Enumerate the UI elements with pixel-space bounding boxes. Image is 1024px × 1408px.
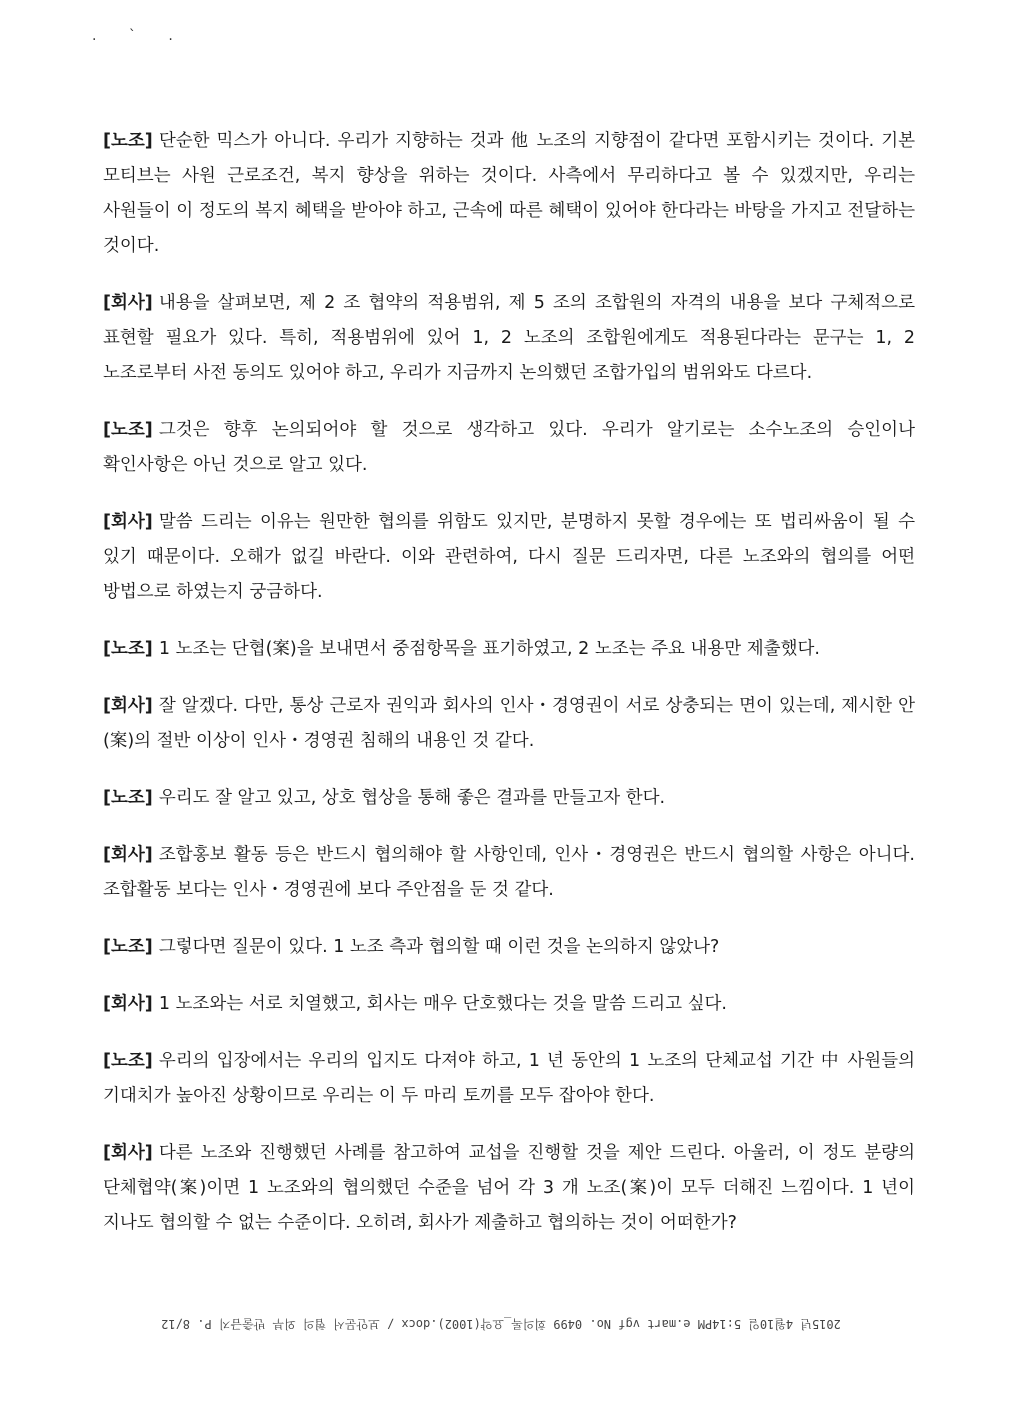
dialogue-paragraph [103, 781, 915, 816]
speaker-label: [회사] [103, 994, 153, 1014]
dialogue-paragraph [103, 930, 915, 965]
dialogue-paragraph [103, 286, 915, 391]
dialogue-paragraph [103, 689, 915, 759]
dialogue-text: 조합홍보 활동 등은 반드시 협의해야 할 사항인데, 인사・경영권은 반드시 협의할 사항은 아니다. 조합활동 보다는 인사・경영권에 보다 주안점을 둔 것 같다. [103, 845, 915, 900]
fax-transmission-footer: 2015년 4월10일 5:14PM e.mart vgf No. 0499 회의록_요약(1002).docx / 보안문서 협의 외부 반출금지 P. 8/12 [161, 1317, 841, 1331]
scan-specks: . ` . [92, 28, 187, 44]
dialogue-text: 우리의 입장에서는 우리의 입지도 다져야 하고, 1 년 동안의 1 노조의 단체교섭 기간 中 사원들의 기대치가 높아진 상황이므로 우리는 이 두 마리 토끼를 모두 잡아야 한다. [103, 1051, 915, 1106]
speaker-label: [회사] [103, 293, 153, 313]
dialogue-paragraph [103, 1044, 915, 1114]
speaker-label: [회사] [103, 845, 153, 865]
dialogue-text: 잘 알겠다. 다만, 통상 근로자 권익과 회사의 인사・경영권이 서로 상충되는 면이 있는데, 제시한 안(案)의 절반 이상이 인사・경영권 침해의 내용인 것 같다. [103, 696, 915, 751]
speaker-label: [노조] [103, 788, 153, 808]
dialogue-text: 1 노조와는 서로 치열했고, 회사는 매우 단호했다는 것을 말씀 드리고 싶다. [158, 994, 727, 1014]
dialogue-paragraph [103, 987, 915, 1022]
speaker-label: [노조] [103, 639, 153, 659]
speaker-label: [노조] [103, 420, 153, 440]
dialogue-text: 우리도 잘 알고 있고, 상호 협상을 통해 좋은 결과를 만들고자 한다. [158, 788, 666, 808]
dialogue-text: 그것은 향후 논의되어야 할 것으로 생각하고 있다. 우리가 알기로는 소수노조의 승인이나 확인사항은 아닌 것으로 알고 있다. [103, 420, 915, 475]
speaker-label: [회사] [103, 696, 153, 716]
dialogue-text: 단순한 믹스가 아니다. 우리가 지향하는 것과 他 노조의 지향점이 같다면 포함시키는 것이다. 기본 모티브는 사원 근로조건, 복지 향상을 위하는 것이다. 사측에서 무리하다고 볼 수 있겠지만, 우리는 사원들이 이 정도의 복지 혜택을 받아야 하고, 근속에 따른 혜택이 있어야 한다라는 바탕을 가지고 전달하는 것이다. [103, 131, 915, 256]
speaker-label: [노조] [103, 937, 153, 957]
speaker-label: [노조] [103, 1051, 153, 1071]
speaker-label: [회사] [103, 512, 153, 532]
dialogue-text: 1 노조는 단협(案)을 보내면서 중점항목을 표기하였고, 2 노조는 주요 내용만 제출했다. [158, 639, 820, 659]
dialogue-text: 다른 노조와 진행했던 사례를 참고하여 교섭을 진행할 것을 제안 드린다. 아울러, 이 정도 분량의 단체협약(案)이면 1 노조와의 협의했던 수준을 넘어 각 3 개 노조(案)이 모두 더해진 느낌이다. 1 년이 지나도 협의할 수 없는 수준이다. 오히려, 회사가 제출하고 협의하는 것이 어떠한가? [103, 1143, 915, 1233]
dialogue-paragraph [103, 505, 915, 610]
speaker-label: [회사] [103, 1143, 153, 1163]
dialogue-text: 말씀 드리는 이유는 원만한 협의를 위함도 있지만, 분명하지 못할 경우에는 또 법리싸움이 될 수 있기 때문이다. 오해가 없길 바란다. 이와 관련하여, 다시 질문 드리자면, 다른 노조와의 협의를 어떤 방법으로 하였는지 궁금하다. [103, 512, 915, 602]
dialogue-paragraph [103, 1136, 915, 1241]
document-body [103, 124, 915, 1263]
dialogue-text: 그렇다면 질문이 있다. 1 노조 측과 협의할 때 이런 것을 논의하지 않았나? [158, 937, 720, 957]
dialogue-paragraph [103, 632, 915, 667]
speaker-label: [노조] [103, 131, 153, 151]
dialogue-text: 내용을 살펴보면, 제 2 조 협약의 적용범위, 제 5 조의 조합원의 자격의 내용을 보다 구체적으로 표현할 필요가 있다. 특히, 적용범위에 있어 1, 2 노조의 조합원에게도 적용된다라는 문구는 1, 2 노조로부터 사전 동의도 있어야 하고, 우리가 지금까지 논의했던 조합가입의 범위와도 다르다. [103, 293, 915, 383]
dialogue-paragraph [103, 124, 915, 264]
dialogue-paragraph [103, 838, 915, 908]
dialogue-paragraph [103, 413, 915, 483]
